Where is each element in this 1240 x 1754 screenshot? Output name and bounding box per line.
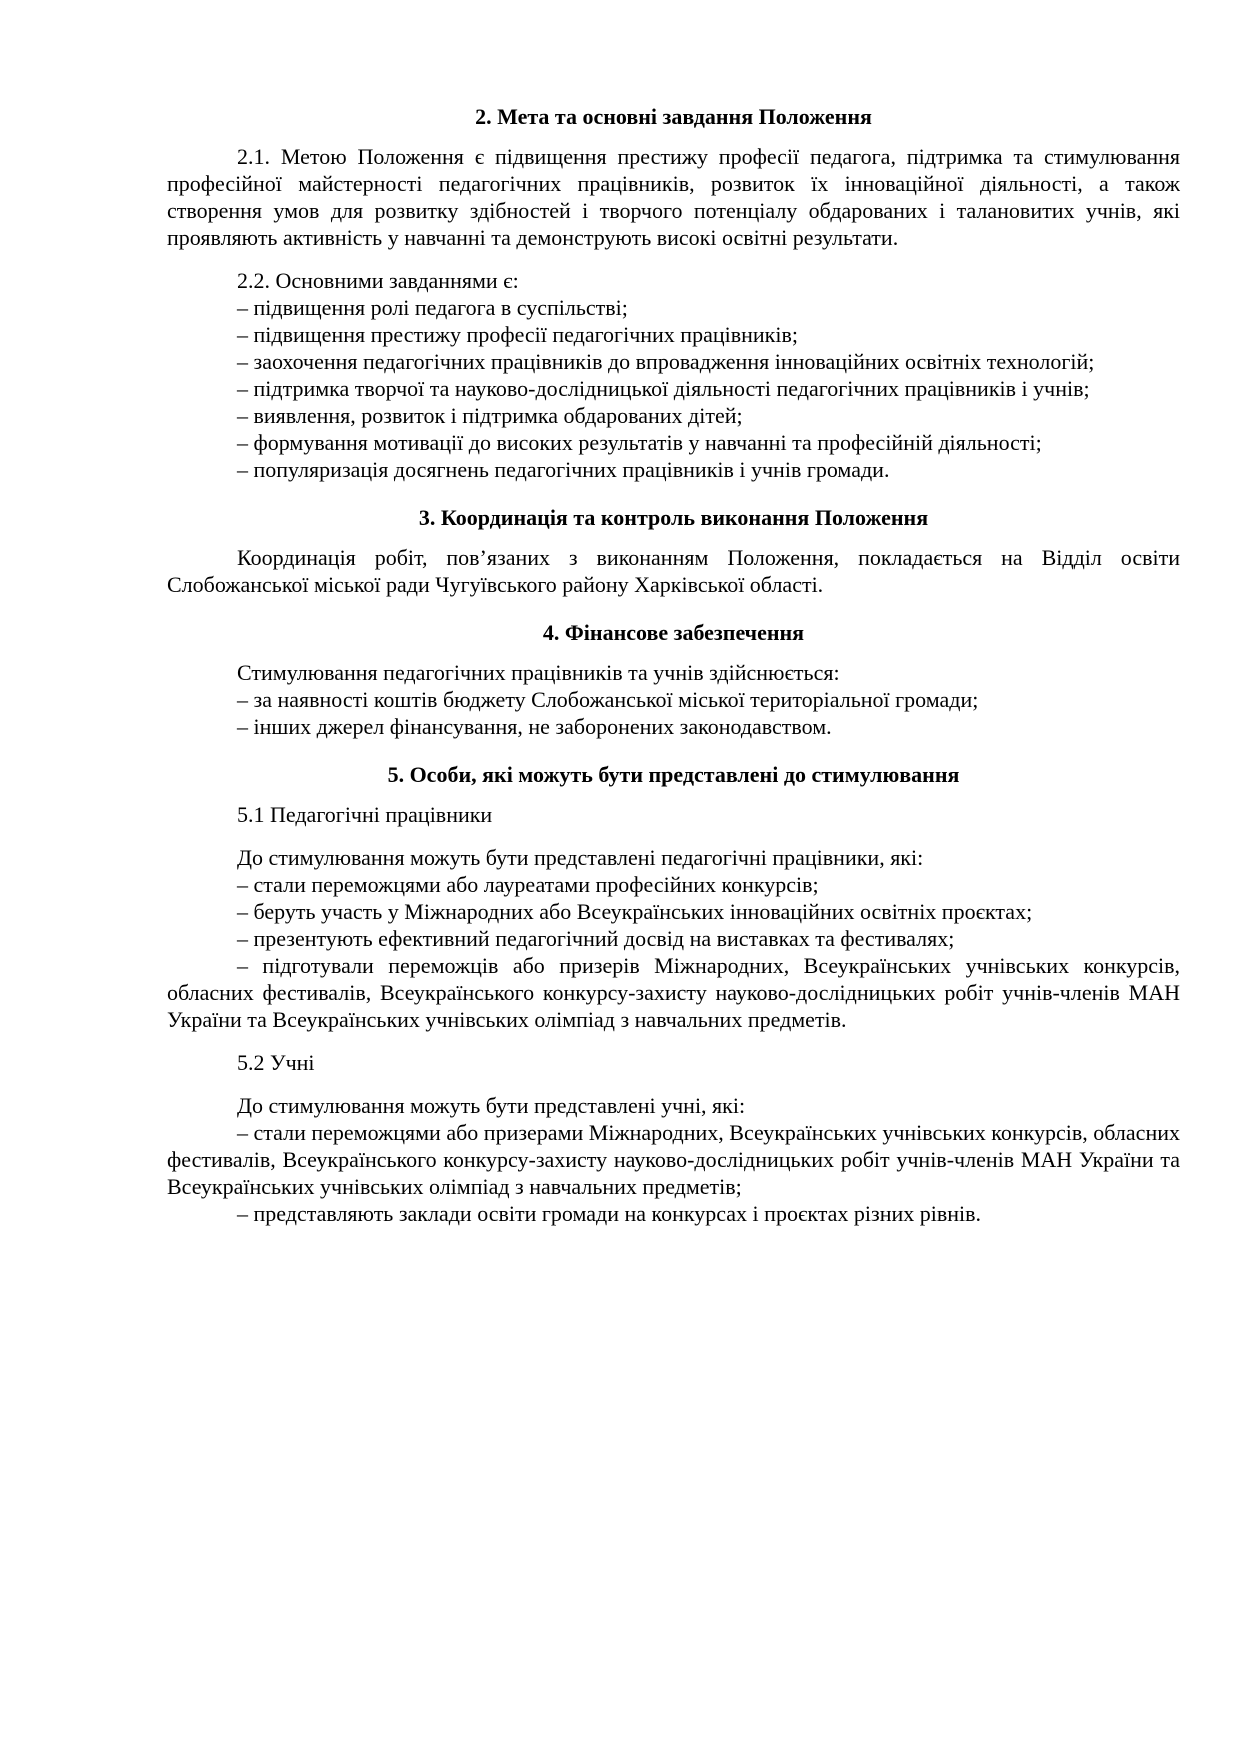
- list-item: – представляють заклади освіти громади на конкурсах і проєктах різних рівнів.: [237, 1201, 982, 1226]
- list-item: – підвищення ролі педагога в суспільстві;: [237, 295, 628, 320]
- list-item: – підвищення престижу професії педагогічних працівників;: [237, 322, 798, 347]
- list-item: – беруть участь у Міжнародних або Всеукраїнських інноваційних освітніх проєктах;: [237, 899, 1033, 924]
- section-heading-eligible-persons: 5. Особи, які можуть бути представлені до стимулювання: [387, 762, 960, 787]
- list-item: – популяризація досягнень педагогічних працівників і учнів громади.: [237, 457, 890, 482]
- section-heading-financing: 4. Фінансове забезпечення: [542, 620, 805, 645]
- paragraph-2-1: 2.1. Метою Положення є підвищення престижу професії педагога, підтримка та стимулювання професійної майстерності педагогічних працівників, розвиток їх інноваційної діяльності, а також створення умов для розвитку здібностей і творчого потенціалу обдарованих і талановитих учнів, які проявляють активність у навчанні та демонструють високі освітні результати.: [167, 144, 1180, 250]
- list-item: – за наявності коштів бюджету Слобожанської міської територіальної громади;: [237, 687, 979, 712]
- subheading-5-1-teachers: 5.1 Педагогічні працівники: [237, 802, 493, 827]
- list-item: – стали переможцями або лауреатами професійних конкурсів;: [237, 872, 819, 897]
- section-heading-goals: 2. Мета та основні завдання Положення: [475, 104, 872, 129]
- list-item: – виявлення, розвиток і підтримка обдарованих дітей;: [237, 403, 743, 428]
- subheading-5-2-students: 5.2 Учні: [237, 1050, 315, 1075]
- list-item: – інших джерел фінансування, не заборонених законодавством.: [237, 714, 832, 739]
- list-item: – підтримка творчої та науково-дослідницької діяльності педагогічних працівників і учнів;: [237, 376, 1090, 401]
- paragraph-teachers-intro: До стимулювання можуть бути представлені педагогічні працівники, які:: [237, 845, 924, 870]
- list-item: – стали переможцями або призерами Міжнародних, Всеукраїнських учнівських конкурсів, обласних фестивалів, Всеукраїнського конкурсу-захисту науково-дослідницьких робіт учнів-членів МАН України та Всеукраїнських учнівських олімпіад з навчальних предметів;: [167, 1120, 1180, 1199]
- list-item: – заохочення педагогічних працівників до впровадження інноваційних освітніх технологій;: [237, 349, 1095, 374]
- list-item: – презентують ефективний педагогічний досвід на виставках та фестивалях;: [237, 926, 955, 951]
- paragraph-financing-intro: Стимулювання педагогічних працівників та учнів здійснюється:: [237, 660, 840, 685]
- list-item: – підготували переможців або призерів Міжнародних, Всеукраїнських учнівських конкурсів, обласних фестивалів, Всеукраїнського конкурсу-захисту науково-дослідницьких робіт учнів-членів МАН України та Всеукраїнських учнівських олімпіад з навчальних предметів.: [167, 953, 1180, 1032]
- list-item: – формування мотивації до високих результатів у навчанні та професійній діяльності;: [237, 430, 1042, 455]
- paragraph-coordination: Координація робіт, пов’язаних з виконанням Положення, покладається на Відділ освіти Слобожанської міської ради Чугуївського району Харківської області.: [167, 545, 1180, 597]
- paragraph-2-2: 2.2. Основними завданнями є:: [237, 268, 519, 293]
- section-heading-coordination: 3. Координація та контроль виконання Положення: [418, 505, 929, 530]
- paragraph-students-intro: До стимулювання можуть бути представлені учні, які:: [237, 1093, 746, 1118]
